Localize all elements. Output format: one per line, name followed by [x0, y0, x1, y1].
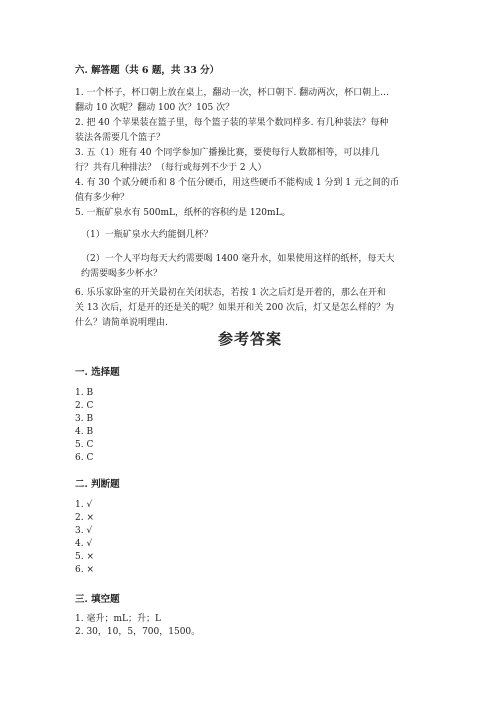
judge-answer-list: [75, 499, 94, 577]
question-line: （1）一瓶矿泉水大约能倒几杯？: [81, 230, 213, 240]
section-title-fill: 三. 填空题: [75, 594, 120, 605]
list-item: 5. ×: [75, 552, 94, 562]
question-line: （2）一个人平均每天大约需要喝 1400 毫升水，如果使用这样的纸杯，每天大: [81, 254, 395, 264]
question-line: 装法各需要几个篮子？: [75, 133, 166, 143]
question-4: [75, 176, 435, 206]
section-title-choice: 一. 选择题: [75, 367, 120, 378]
list-item: 3. √: [75, 526, 93, 536]
question-line: 行？共有几种排法？（每行或每列不少于 2 人）: [75, 163, 267, 173]
list-item: 4. B: [75, 427, 94, 437]
list-item: 2. 30，10，5，700，1500。: [75, 627, 201, 637]
question-5-part-1: [81, 228, 441, 243]
section-title-judge: 二. 判断题: [75, 479, 120, 490]
question-line: 1. 一个杯子，杯口朝上放在桌上，翻动一次，杯口朝下. 翻动两次，杯口朝上…: [75, 88, 390, 98]
list-item: 6. ×: [75, 565, 94, 575]
question-5: [75, 206, 435, 221]
choice-answer-list: [75, 387, 93, 465]
question-1: [75, 86, 435, 116]
list-item: 2. C: [75, 401, 94, 411]
section-title-answer-questions: 六. 解答题（共 6 题，共 33 分）: [75, 65, 220, 76]
question-6: [75, 286, 435, 331]
list-item: 6. C: [75, 453, 94, 463]
question-line: 值有多少种？: [75, 193, 130, 203]
list-item: 4. √: [75, 539, 93, 549]
question-3: [75, 146, 435, 176]
question-line: 3. 五（1）班有 40 个同学参加广播操比赛，要使每行人数都相等，可以排几: [75, 148, 380, 158]
question-line: 关 13 次后，灯是开的还是关的呢？如果开和关 200 次后，灯又是怎么样的？为: [75, 303, 395, 313]
fill-answer-list: [75, 613, 200, 639]
answers-heading: 参考答案: [217, 330, 282, 348]
question-line: 5. 一瓶矿泉水有 500mL，纸杯的容积约是 120mL。: [75, 208, 291, 218]
list-item: 5. C: [75, 440, 94, 450]
question-5-part-2: [81, 252, 441, 282]
question-line: 4. 有 30 个贰分硬币和 8 个伍分硬币，用这些硬币不能构成 1 分到 1 元之间的币: [75, 178, 399, 188]
list-item: 1. 毫升；mL；升；L: [75, 614, 161, 624]
question-line: 约需要喝多少杯水？: [81, 269, 163, 279]
question-2: [75, 116, 435, 146]
list-item: 2. ×: [75, 513, 94, 523]
list-item: 1. √: [75, 500, 93, 510]
list-item: 1. B: [75, 388, 94, 398]
question-line: 2. 把 40 个苹果装在篮子里，每个篮子装的苹果个数同样多. 有几种装法？每种: [75, 118, 389, 128]
question-line: 翻动 10 次呢？翻动 100 次？105 次？: [75, 103, 235, 113]
question-line: 什么？请简单说明理由.: [75, 318, 168, 328]
question-line: 6. 乐乐家卧室的开关最初在关闭状态，若按 1 次之后灯是开着的，那么在开和: [75, 288, 386, 298]
list-item: 3. B: [75, 414, 94, 424]
